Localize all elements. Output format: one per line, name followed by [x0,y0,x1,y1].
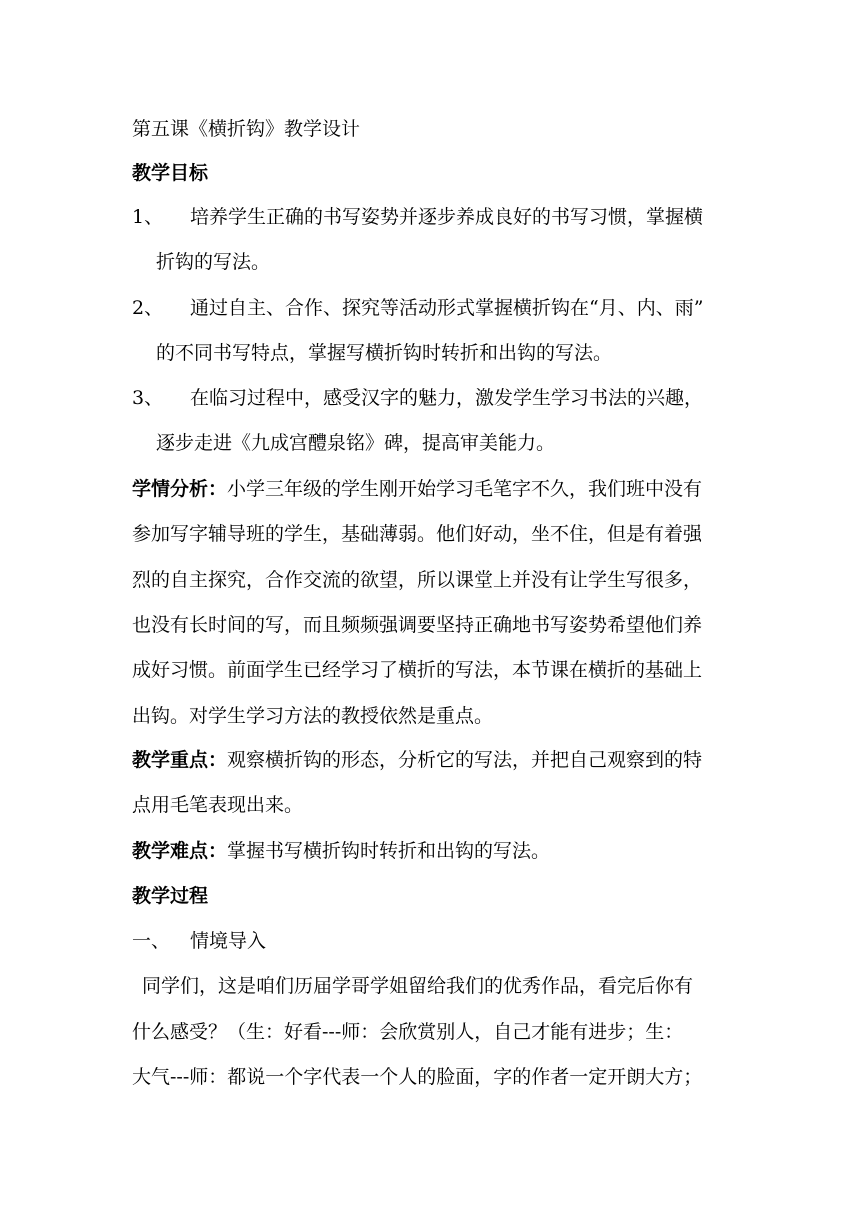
analysis-label: 学情分析： [132,478,228,500]
objective-number: 3、 [132,387,164,409]
key-point-label: 教学重点： [132,749,228,771]
key-point-line: 观察横折钩的形态，分析它的写法，并把自己观察到的特 [227,749,703,771]
analysis-paragraph [132,477,732,501]
objectives-heading: 教学目标 [132,162,209,184]
analysis-line: 成好习惯。前面学生已经学习了横折的写法，本节课在横折的基础上 [132,659,703,681]
analysis-line: 小学三年级的学生刚开始学习毛笔字不久，我们班中没有 [227,478,703,500]
section-title: 情境导入 [190,930,267,952]
process-line: 大气---师：都说一个字代表一个人的脸面，字的作者一定开朗大方； [132,1066,703,1088]
analysis-line: 烈的自主探究，合作交流的欲望，所以课堂上并没有让学生写很多， [132,569,703,591]
objective-text: 在临习过程中，感受汉字的魅力，激发学生学习书法的兴趣， [190,387,704,409]
objective-text: 通过自主、合作、探究等活动形式掌握横折钩在“月、内、雨” [190,297,704,319]
analysis-line: 参加写字辅导班的学生，基础薄弱。他们好动，坐不住，但是有着强 [132,523,703,545]
difficulty-label: 教学难点： [132,840,228,862]
process-line: 什么感受？（生：好看---师：会欣赏别人，自己才能有进步；生： [132,1021,684,1043]
objective-text-cont: 的不同书写特点，掌握写横折钩时转折和出钩的写法。 [156,342,613,364]
document-title: 第五课《横折钩》教学设计 [132,118,361,140]
key-point-paragraph [132,748,732,772]
objective-text-cont: 逐步走进《九成宫醴泉铭》碑，提高审美能力。 [156,432,556,454]
key-point-line: 点用毛笔表现出来。 [132,794,304,816]
difficulty-paragraph [132,839,732,863]
objective-text-cont: 折钩的写法。 [156,251,271,273]
objective-number: 2、 [132,297,164,319]
analysis-line: 出钩。对学生学习方法的教授依然是重点。 [132,705,494,727]
objective-text: 培养学生正确的书写姿势并逐步养成良好的书写习惯，掌握横 [190,206,704,228]
objective-number: 1、 [132,206,164,228]
difficulty-text: 掌握书写横折钩时转折和出钩的写法。 [227,840,551,862]
process-line: 同学们，这是咱们历届学哥学姐留给我们的优秀作品，看完后你有 [142,975,694,997]
analysis-line: 也没有长时间的写，而且频频强调要坚持正确地书写姿势希望他们养 [132,614,703,636]
process-heading: 教学过程 [132,885,209,907]
section-number: 一、 [132,930,171,952]
